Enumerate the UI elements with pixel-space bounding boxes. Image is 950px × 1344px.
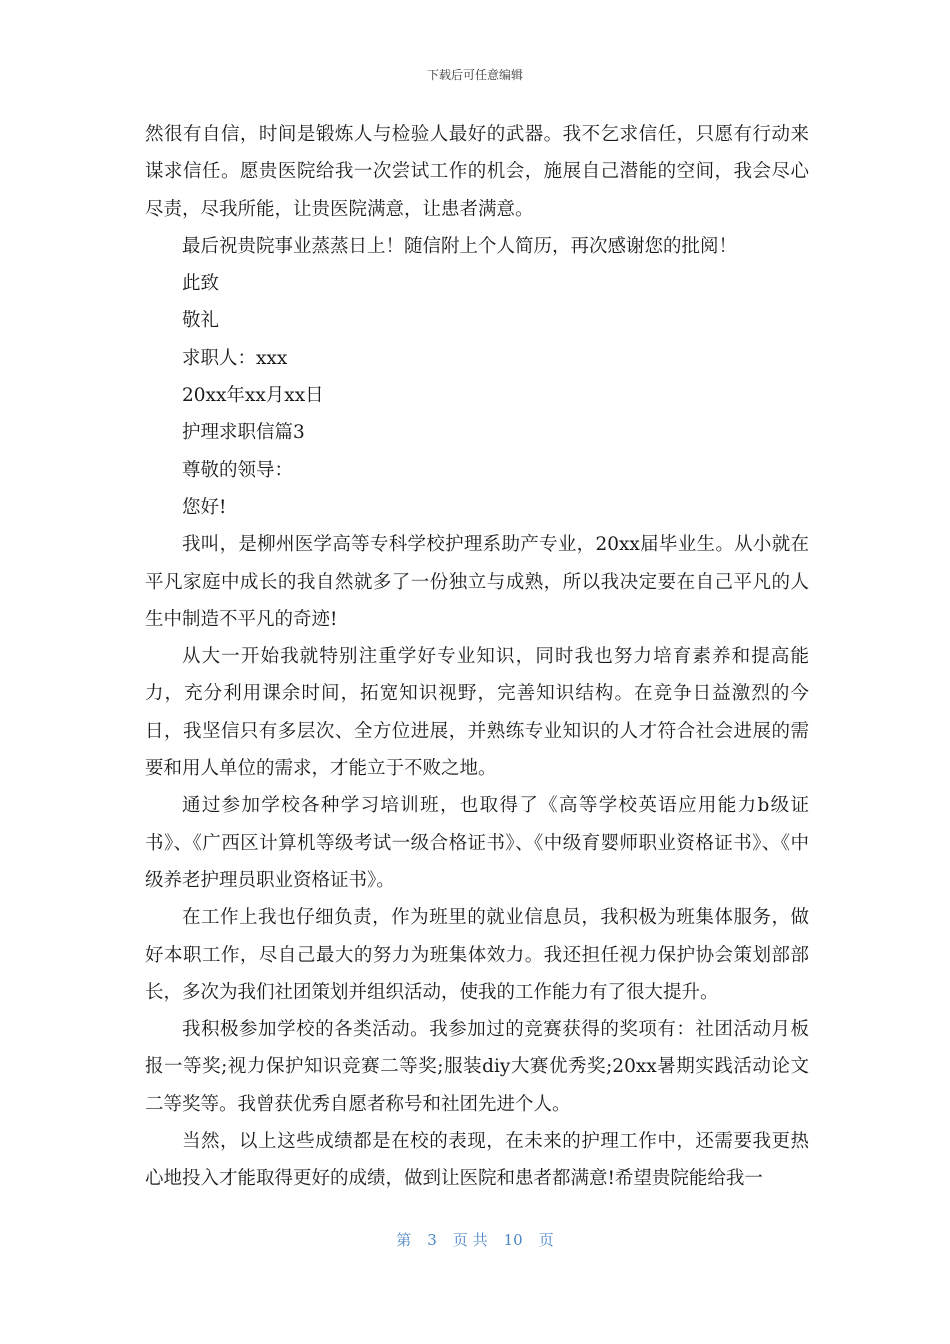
paragraph-continuation: 然很有自信，时间是锻炼人与检验人最好的武器。我不乞求信任，只愿有行动来谋求信任。愿贵医院给我一次尝试工作的机会，施展自己潜能的空间，我会尽心尽责，尽我所能，让贵医院满意，让患者满意。 <box>145 124 809 220</box>
paragraph-certificates: 通过参加学校各种学习培训班，也取得了《高等学校英语应用能力b级证书》、《广西区计算机等级考试一级合格证书》、《中级育婴师职业资格证书》、《中级养老护理员职业资格证书》。 <box>145 795 809 891</box>
paragraph-study: 从大一开始我就特别注重学好专业知识，同时我也努力培育素养和提高能力，充分利用课余时间，拓宽知识视野，完善知识结构。在竞争日益激烈的今日，我坚信只有多层次、全方位进展，并熟练专业知识的人才符合社会进展的需要和用人单位的需求，才能立于不败之地。 <box>145 646 809 780</box>
greeting-hello: 您好! <box>182 496 227 518</box>
paragraph-conclusion: 当然，以上这些成绩都是在校的表现，在未来的护理工作中，还需要我更热心地投入才能取得更好的成绩，做到让医院和患者都满意!希望贵院能给我一 <box>145 1131 809 1190</box>
paragraph-closing-wish: 最后祝贵院事业蒸蒸日上！随信附上个人简历，再次感谢您的批阅！ <box>182 235 738 257</box>
paragraph-work: 在工作上我也仔细负责，作为班里的就业信息员，我积极为班集体服务，做好本职工作，尽自己最大的努力为班集体效力。我还担任视力保护协会策划部部长，多次为我们社团策划并组织活动，使我的工作能力有了很大提升。 <box>145 907 809 1003</box>
section-title: 护理求职信篇3 <box>182 422 305 444</box>
paragraph-activities: 我积极参加学校的各类活动。我参加过的竞赛获得的奖项有：社团活动月板报一等奖;视力保护知识竞赛二等奖;服装diy大赛优秀奖;20xx暑期实践活动论文二等奖等。我曾获优秀自愿者称号和社团先进个人。 <box>145 1019 809 1115</box>
footer-page-number: 3 <box>427 1231 437 1249</box>
footer-total-pages: 10 <box>503 1231 523 1249</box>
page-footer <box>0 1229 950 1250</box>
footer-end-label: 页 <box>538 1231 554 1249</box>
paragraph-introduction: 我叫，是柳州医学高等专科学校护理系助产专业，20xx届毕业生。从小就在平凡家庭中成长的我自然就多了一份独立与成熟，所以我决定要在自己平凡的人生中制造不平凡的奇迹! <box>145 534 809 630</box>
page-header: 下载后可任意编辑 <box>426 68 523 82</box>
salutation-cizhi: 此致 <box>182 273 220 295</box>
salutation-jingli: 敬礼 <box>182 310 220 332</box>
greeting-recipient: 尊敬的领导： <box>182 459 294 481</box>
footer-page-label: 第 <box>396 1231 412 1249</box>
footer-total-label: 页 共 <box>452 1231 488 1249</box>
applicant-signature: 求职人：xxx <box>182 347 288 369</box>
letter-date: 20xx年xx月xx日 <box>182 385 324 407</box>
document-body <box>145 116 809 1198</box>
